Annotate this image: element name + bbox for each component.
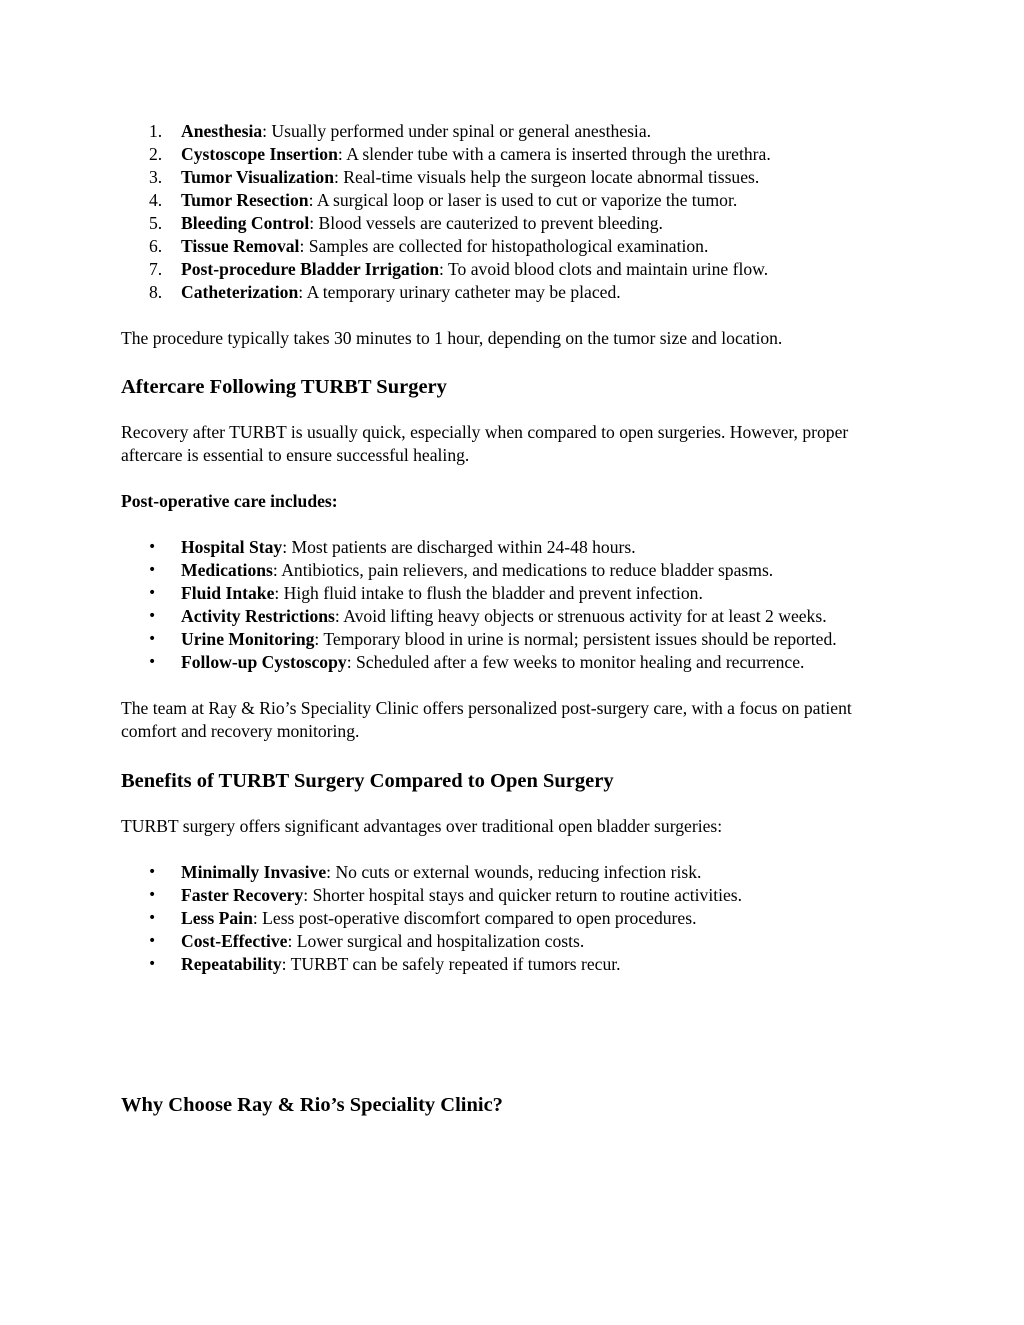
step-number: 8. (149, 282, 163, 302)
step-term: Tumor Resection (181, 190, 309, 210)
item-description: : Avoid lifting heavy objects or strenuous activity for at least 2 weeks. (334, 606, 827, 626)
aftercare-list (121, 536, 911, 674)
list-item (121, 559, 911, 582)
bullet-icon: • (148, 631, 157, 647)
post-operative-subheading: Post-operative care includes: (121, 491, 338, 511)
step-number: 3. (149, 167, 163, 187)
list-item (121, 884, 911, 907)
benefits-heading: Benefits of TURBT Surgery Compared to Open Surgery (121, 770, 614, 792)
step-term: Anesthesia (181, 121, 263, 141)
bullet-icon: • (148, 864, 157, 880)
item-description: : Antibiotics, pain relievers, and medications to reduce bladder spasms. (272, 560, 774, 580)
item-term: Less Pain (181, 908, 253, 928)
item-term: Follow-up Cystoscopy (181, 652, 347, 672)
list-item (121, 628, 911, 651)
list-item (121, 536, 911, 559)
item-description: : TURBT can be safely repeated if tumors recur. (281, 954, 621, 974)
step-description: : Samples are collected for histopathological examination. (299, 236, 709, 256)
step-term: Cystoscope Insertion (181, 144, 338, 164)
step-number: 7. (149, 259, 163, 279)
bullet-icon: • (148, 654, 157, 670)
item-term: Urine Monitoring (181, 629, 315, 649)
item-term: Activity Restrictions (181, 606, 335, 626)
item-description: : Scheduled after a few weeks to monitor healing and recurrence. (346, 652, 805, 672)
bullet-icon: • (148, 956, 157, 972)
list-item (121, 166, 911, 189)
bullet-icon: • (148, 887, 157, 903)
list-item (121, 235, 911, 258)
item-description: : Temporary blood in urine is normal; persistent issues should be reported. (314, 629, 837, 649)
procedure-duration-paragraph: The procedure typically takes 30 minutes to 1 hour, depending on the tumor size and location. (121, 328, 783, 348)
item-term: Minimally Invasive (181, 862, 327, 882)
list-item (121, 861, 911, 884)
step-number: 6. (149, 236, 163, 256)
list-item (121, 605, 911, 628)
step-description: : To avoid blood clots and maintain urine flow. (439, 259, 769, 279)
item-term: Cost-Effective (181, 931, 288, 951)
list-item (121, 582, 911, 605)
item-term: Medications (181, 560, 273, 580)
bullet-icon: • (148, 933, 157, 949)
aftercare-intro-paragraph: Recovery after TURBT is usually quick, especially when compared to open surgeries. However, proper aftercare is essential to ensure successful healing. (121, 422, 849, 465)
item-description: : Most patients are discharged within 24-48 hours. (282, 537, 636, 557)
list-item (121, 189, 911, 212)
list-item (121, 258, 911, 281)
list-item (121, 212, 911, 235)
step-term: Post-procedure Bladder Irrigation (181, 259, 440, 279)
step-number: 1. (149, 121, 163, 141)
step-number: 5. (149, 213, 163, 233)
step-term: Bleeding Control (181, 213, 310, 233)
step-term: Catheterization (181, 282, 299, 302)
item-term: Repeatability (181, 954, 282, 974)
step-description: : A slender tube with a camera is inserted through the urethra. (337, 144, 771, 164)
list-item (121, 120, 911, 143)
benefits-list (121, 861, 911, 976)
item-description: : Less post-operative discomfort compared to open procedures. (252, 908, 697, 928)
why-choose-heading: Why Choose Ray & Rio’s Speciality Clinic? (121, 1094, 503, 1116)
step-description: : Usually performed under spinal or general anesthesia. (262, 121, 652, 141)
benefits-intro-paragraph: TURBT surgery offers significant advantages over traditional open bladder surgeries: (121, 816, 723, 836)
item-description: : Lower surgical and hospitalization costs. (287, 931, 585, 951)
item-description: : No cuts or external wounds, reducing infection risk. (326, 862, 702, 882)
item-term: Faster Recovery (181, 885, 304, 905)
step-term: Tumor Visualization (181, 167, 335, 187)
item-description: : High fluid intake to flush the bladder and prevent infection. (274, 583, 703, 603)
procedure-steps-list (121, 120, 911, 304)
list-item (121, 953, 911, 976)
bullet-icon: • (148, 562, 157, 578)
step-description: : A temporary urinary catheter may be placed. (298, 282, 621, 302)
step-term: Tissue Removal (181, 236, 300, 256)
step-description: : Blood vessels are cauterized to prevent bleeding. (309, 213, 663, 233)
step-description: : A surgical loop or laser is used to cut or vaporize the tumor. (308, 190, 738, 210)
step-number: 2. (149, 144, 163, 164)
bullet-icon: • (148, 910, 157, 926)
item-term: Hospital Stay (181, 537, 283, 557)
list-item (121, 930, 911, 953)
item-description: : Shorter hospital stays and quicker return to routine activities. (303, 885, 743, 905)
bullet-icon: • (148, 608, 157, 624)
aftercare-heading: Aftercare Following TURBT Surgery (121, 376, 447, 398)
list-item (121, 907, 911, 930)
step-description: : Real-time visuals help the surgeon locate abnormal tissues. (334, 167, 760, 187)
bullet-icon: • (148, 585, 157, 601)
aftercare-closing-paragraph: The team at Ray & Rio’s Speciality Clinic offers personalized post-surgery care, with a focus on patient comfort and recovery monitoring. (121, 698, 852, 741)
list-item (121, 651, 911, 674)
step-number: 4. (149, 190, 163, 210)
list-item (121, 281, 911, 304)
bullet-icon: • (148, 539, 157, 555)
document-page (121, 120, 911, 1118)
item-term: Fluid Intake (181, 583, 275, 603)
list-item (121, 143, 911, 166)
